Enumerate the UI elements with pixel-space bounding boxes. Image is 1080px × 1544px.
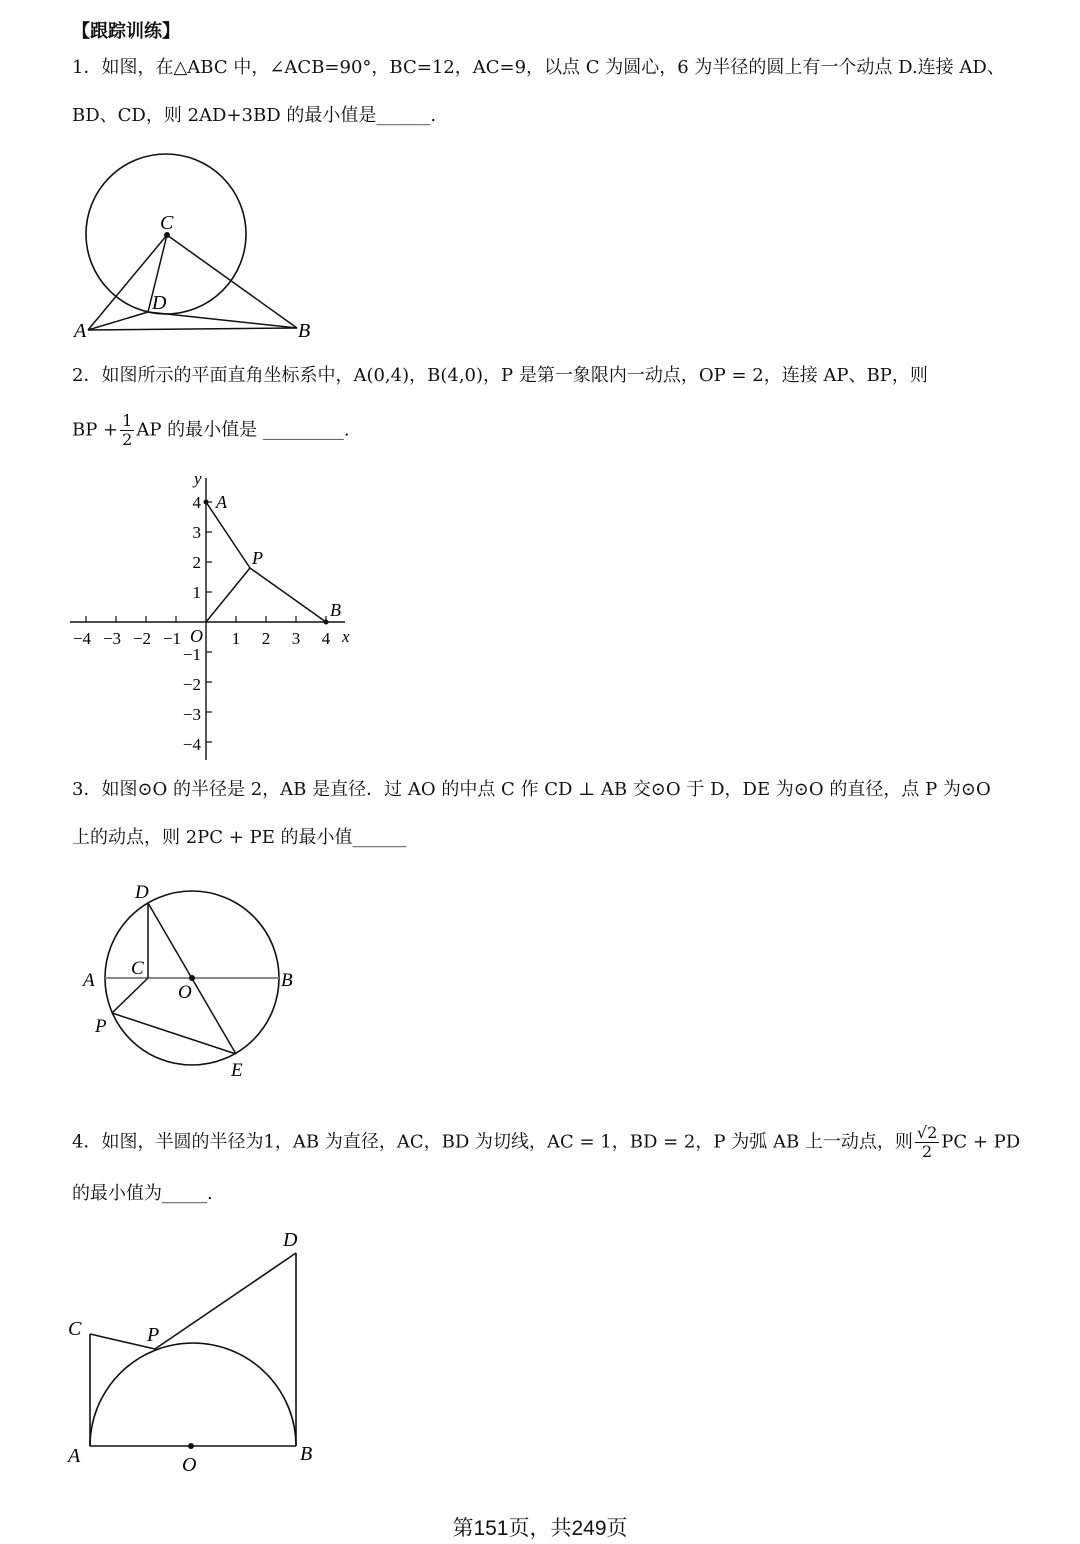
label-x: x [342,627,350,646]
point-a [204,500,209,505]
y-tick-label: −1 [182,645,201,664]
segment-bd [148,312,297,328]
segment-ab [88,328,297,330]
label-p: P [252,548,263,568]
fraction-sqrt2-over-2 [915,1124,939,1161]
point-o [188,1443,194,1449]
problem-3-text-line1: 3．如图⊙O 的半径是 2，AB 是直径．过 AO 的中点 C 作 CD ⊥ AB 交⊙O 于 D，DE 为⊙O 的直径，点 P 为⊙O [72,779,991,800]
point-o [189,975,195,981]
label-y: y [194,469,202,488]
fraction-denominator: 2 [122,430,133,449]
label-a: A [216,492,227,512]
fraction-denominator: 2 [921,1142,933,1161]
fraction-numerator: 1 [122,411,133,430]
label-p: P [147,1324,160,1346]
problem-4-text-prefix: 4．如图，半圆的半径为1，AB 为直径，AC，BD 为切线，AC = 1，BD = 2，P 为弧 AB 上一动点，则 [72,1131,913,1153]
y-tick-label: 3 [192,523,201,542]
problem-2-text-line1: 2．如图所示的平面直角坐标系中，A(0,4)，B(4,0)，P 是第一象限内一动点，OP = 2，连接 AP、BP，则 [72,365,928,386]
problem-1-text-line1: 1．如图，在△ABC 中，∠ACB=90°，BC=12，AC=9，以点 C 为圆心，6 为半径的圆上有一个动点 D.连接 AD、 [72,57,1005,78]
x-tick-label: 2 [261,629,271,648]
page-footer: 第151页，共249页 [452,1517,628,1540]
label-b: B [298,320,311,342]
label-c: C [68,1318,82,1340]
y-tick-label: 1 [192,583,201,602]
point-b [324,620,329,625]
label-e: E [231,1060,243,1081]
segment-pe [112,1013,236,1054]
problem-2-text-line2 [72,412,350,449]
y-tick-label: 2 [192,553,201,572]
problem-4-text-suffix: PC + PD [941,1131,1021,1153]
x-tick-label: 3 [291,629,301,648]
y-tick-label: −4 [182,735,201,754]
x-tick-label: 4 [321,629,331,648]
problem-2-expr-prefix: BP + [72,419,119,441]
x-tick-label: −4 [72,629,92,648]
y-tick-label: −3 [182,705,201,724]
label-d: D [135,882,149,903]
label-c: C [131,958,144,979]
segment-ap [206,502,250,568]
fraction-numerator: √2 [916,1123,938,1142]
label-c: C [160,212,174,234]
label-o: O [190,626,203,646]
problem-4-text-line2: 的最小值为_____. [72,1183,213,1204]
fraction-one-half [120,412,134,449]
segment-cp [90,1334,155,1349]
label-p: P [95,1016,107,1037]
x-tick-label: −3 [102,629,122,648]
segment-op [206,568,250,622]
section-heading: 【跟踪训练】 [72,21,180,42]
label-b: B [330,600,341,620]
problem-2-coordinate-figure [60,468,370,768]
segment-pd [155,1253,296,1349]
segment-cb [167,235,297,328]
label-d: D [152,292,167,314]
y-tick-label: −2 [182,675,201,694]
label-b: B [281,970,293,991]
problem-4-figure [60,1222,340,1482]
label-b: B [300,1443,313,1465]
label-o: O [178,982,192,1003]
problem-3-text-line2: 上的动点，则 2PC + PE 的最小值______ [72,827,407,848]
semicircle-arc [90,1343,296,1446]
label-a: A [83,970,95,991]
segment-ad [88,312,148,330]
x-tick-label: −1 [162,629,182,648]
label-o: O [182,1454,197,1476]
problem-3-figure [75,878,315,1088]
label-a: A [68,1445,81,1467]
segment-pc [112,978,148,1013]
x-tick-label: −2 [132,629,152,648]
problem-1-figure [60,145,340,345]
segment-pb [250,568,326,622]
problem-1-text-line2: BD、CD，则 2AD+3BD 的最小值是______. [72,105,437,126]
x-tick-label: 1 [231,629,241,648]
problem-2-expr-suffix: AP 的最小值是 _________. [136,419,350,441]
problem-4-text-line1 [72,1124,1020,1161]
label-d: D [283,1229,298,1251]
label-a: A [74,320,87,342]
y-tick-label: 4 [192,493,201,512]
